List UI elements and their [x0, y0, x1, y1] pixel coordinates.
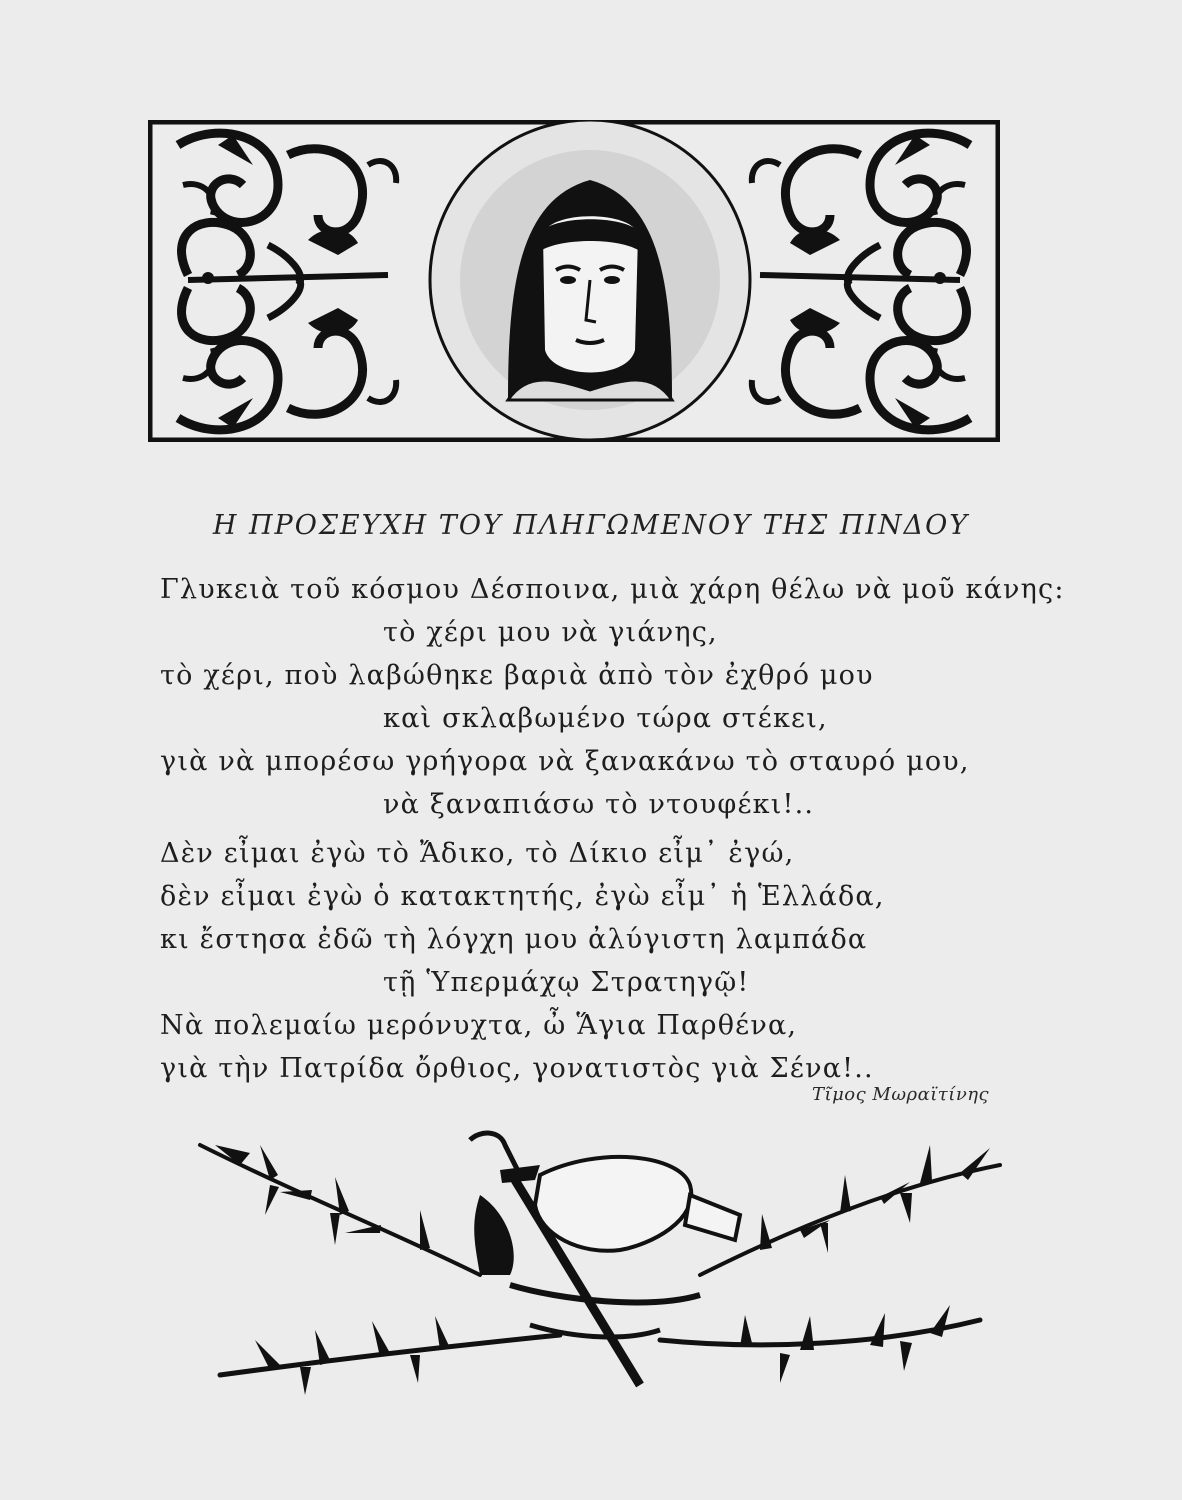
poem-line: τὸ χέρι, ποὺ λαβώθηκε βαριὰ ἀπὸ τὸν ἐχθρό μου [160, 660, 874, 691]
byzantine-virgin-icon [148, 120, 1000, 442]
poem-line: τῇ Ὑπερμάχῳ Στρατηγῷ! [383, 967, 750, 998]
poem-line: γιὰ τὴν Πατρίδα ὄρθιος, γονατιστὸς γιὰ Σένα!.. [160, 1053, 874, 1084]
poem-line: νὰ ξαναπιάσω τὸ ντουφέκι!.. [383, 789, 815, 820]
poem-line: δὲν εἶμαι ἐγὼ ὁ κατακτητής, ἐγὼ εἶμ᾽ ἡ Ἑλλάδα, [160, 881, 885, 912]
poem-line: καὶ σκλαβωμένο τώρα στέκει, [383, 703, 828, 734]
poem-line: τὸ χέρι μου νὰ γιάνης, [383, 617, 718, 648]
poem-author: Τῖμος Μωραϊτίνης [812, 1084, 990, 1105]
poem-line: Δὲν εἶμαι ἐγὼ τὸ Ἄδικο, τὸ Δίκιο εἶμ᾽ ἐγώ, [160, 838, 795, 869]
poem-line: κι ἔστησα ἐδῶ τὴ λόγχη μου ἀλύγιστη λαμπάδα [160, 924, 868, 955]
poem-line: γιὰ νὰ μπορέσω γρήγορα νὰ ξανακάνω τὸ σταυρό μου, [160, 746, 970, 777]
laurel-sword-icon [180, 1125, 1030, 1405]
poem-title: Η ΠΡΟΣΕΥΧΗ ΤΟΥ ΠΛΗΓΩΜΕΝΟΥ ΤΗΣ ΠΙΝΔΟΥ [212, 510, 970, 541]
poem-line: Γλυκειὰ τοῦ κόσμου Δέσποινα, μιὰ χάρη θέλω νὰ μοῦ κάνης: [160, 574, 1065, 605]
poem-line: Νὰ πολεμαίω μερόνυχτα, ὦ Ἅγια Παρθένα, [160, 1010, 798, 1041]
